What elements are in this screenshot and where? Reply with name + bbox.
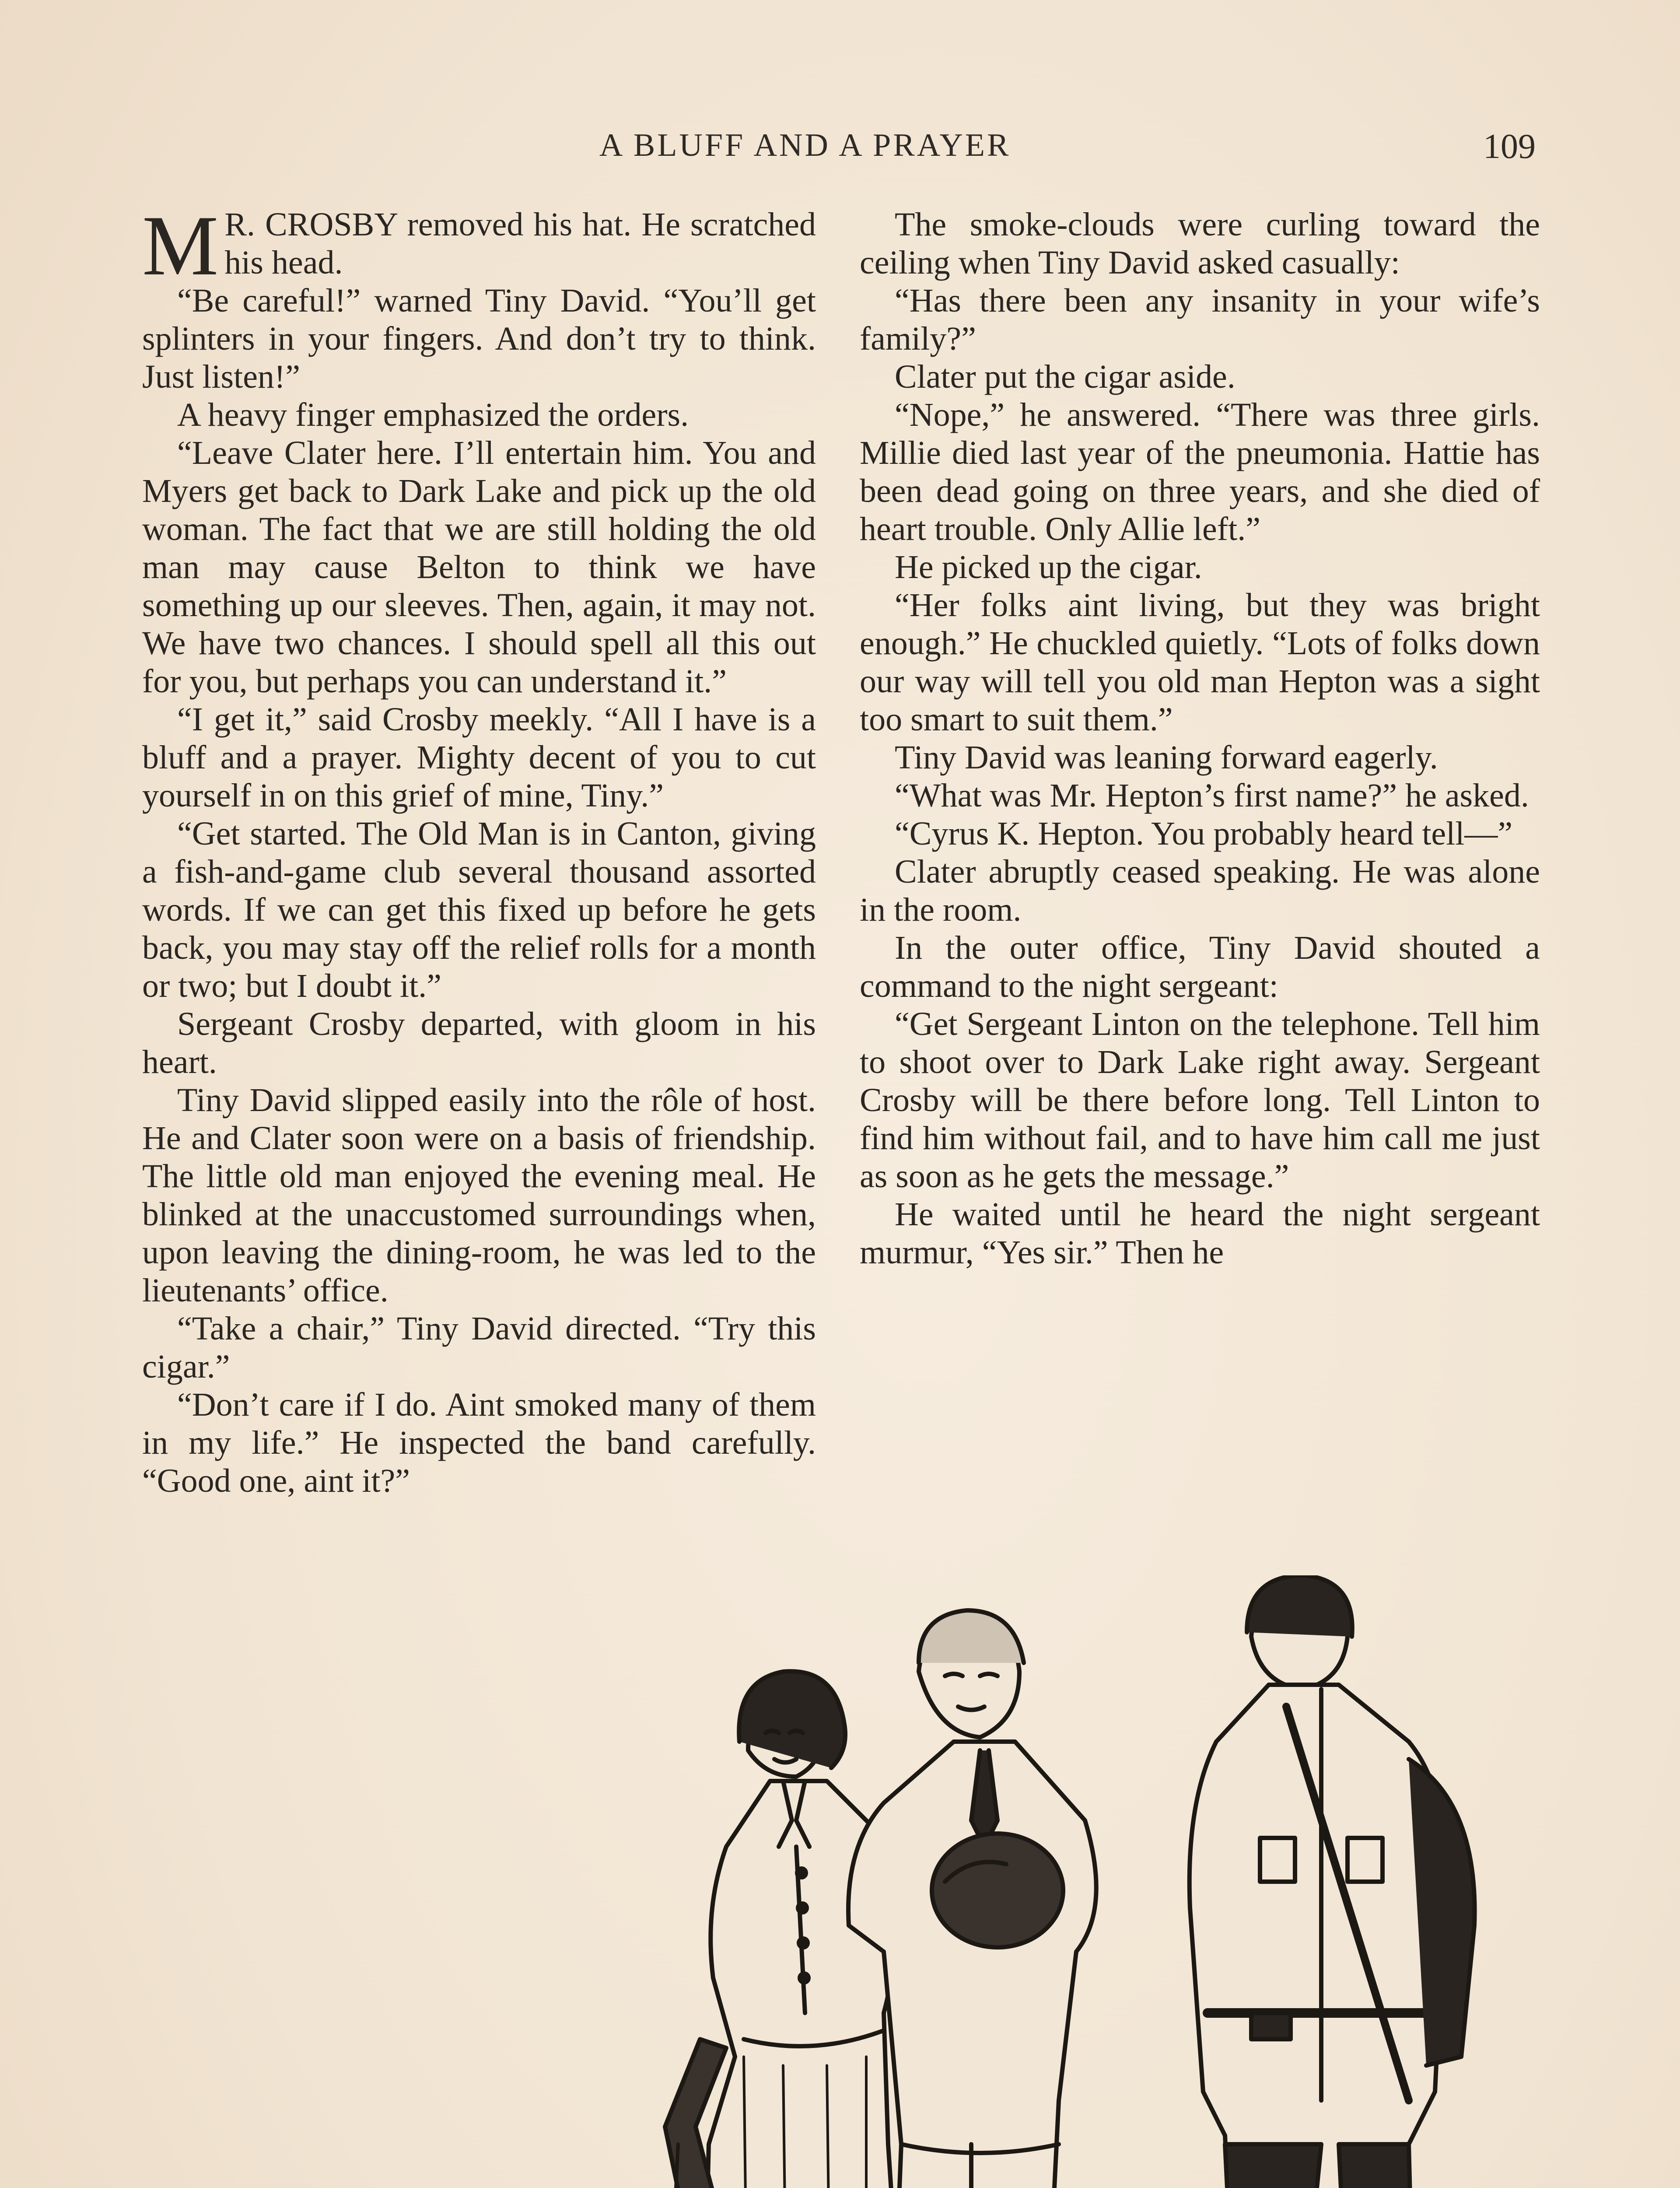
trooper-figure	[1129, 1575, 1475, 2188]
paragraph: The smoke-clouds were curling toward the ceiling when Tiny David asked casually:	[860, 206, 1540, 281]
paragraph: “Be careful!” warned Tiny David. “You’ll get splinters in your fingers. And don’t try to think. Just listen!”	[142, 282, 816, 395]
paragraph: “I get it,” said Crosby meekly. “All I have is a bluff and a prayer. Mighty decent of you to cut yourself in on this grief of mine, Tiny.”	[142, 701, 816, 814]
paragraph: “Get Sergeant Linton on the telephone. Tell him to shoot over to Dark Lake right away. Sergeant Crosby will be there before long. Tell Linton to find him without fail, and to have him call me just as soon as he gets the message.”	[860, 1006, 1540, 1195]
paragraph: Sergeant Crosby departed, with gloom in his heart.	[142, 1006, 816, 1080]
paragraph: Clater put the cigar aside.	[895, 358, 1236, 395]
page-number: 109	[1483, 127, 1536, 166]
left-text-column	[142, 198, 816, 1500]
paragraph: He picked up the cigar.	[895, 549, 1202, 586]
paragraph: In the outer office, Tiny David shouted a command to the night sergeant:	[860, 929, 1540, 1004]
paragraph: “What was Mr. Hepton’s first name?” he asked.	[895, 777, 1529, 814]
ink-illustration	[639, 1575, 1522, 2188]
paragraph: “Don’t care if I do. Aint smoked many of them in my life.” He inspected the band carefully. “Good one, aint it?”	[142, 1386, 816, 1499]
paragraph: “Nope,” he answered. “There was three girls. Millie died last year of the pneumonia. Hattie has been dead going on three years, and she died of heart trouble. Only Allie left.”	[860, 396, 1540, 547]
opening-paragraph-text: R. CROSBY removed his hat. He scratched his head.	[224, 206, 816, 281]
running-head: A BLUFF AND A PRAYER	[599, 127, 1011, 163]
paragraph: Tiny David slipped easily into the rôle of host. He and Clater soon were on a basis of friendship. The little old man enjoyed the evening meal. He blinked at the unaccustomed surroundings when, upon leaving the dining-room, he was led to the lieutenants’ office.	[142, 1082, 816, 1309]
paragraph: “Take a chair,” Tiny David directed. “Try this cigar.”	[142, 1310, 816, 1385]
paragraph: “Has there been any insanity in your wife’s family?”	[860, 282, 1540, 357]
drop-cap: M	[142, 198, 219, 293]
paragraph: A heavy finger emphasized the orders.	[177, 396, 689, 433]
paragraph: Tiny David was leaning forward eagerly.	[895, 739, 1438, 776]
opening-paragraph	[142, 198, 816, 293]
paragraph: “Her folks aint living, but they was bright enough.” He chuckled quietly. “Lots of folks down our way will tell you old man Hepton was a sight too smart to suit them.”	[860, 587, 1540, 738]
right-text-column	[860, 206, 1540, 1272]
paragraph: “Get started. The Old Man is in Canton, giving a fish-and-game club several thousand assorted words. If we can get this fixed up before he gets back, you may stay off the relief rolls for a month or two; but I doubt it.”	[142, 815, 816, 1004]
paragraph: He waited until he heard the night sergeant murmur, “Yes sir.” Then he	[860, 1196, 1540, 1271]
paragraph: Clater abruptly ceased speaking. He was alone in the room.	[860, 853, 1540, 928]
paragraph: “Leave Clater here. I’ll entertain him. You and Myers get back to Dark Lake and pick up the old woman. The fact that we are still holding the old man may cause Belton to think we have something up our sleeves. Then, again, it may not. We have two chances. I should spell all this out for you, but perhaps you can understand it.”	[142, 435, 816, 700]
paragraph: “Cyrus K. Hepton. You probably heard tell—”	[895, 815, 1513, 852]
